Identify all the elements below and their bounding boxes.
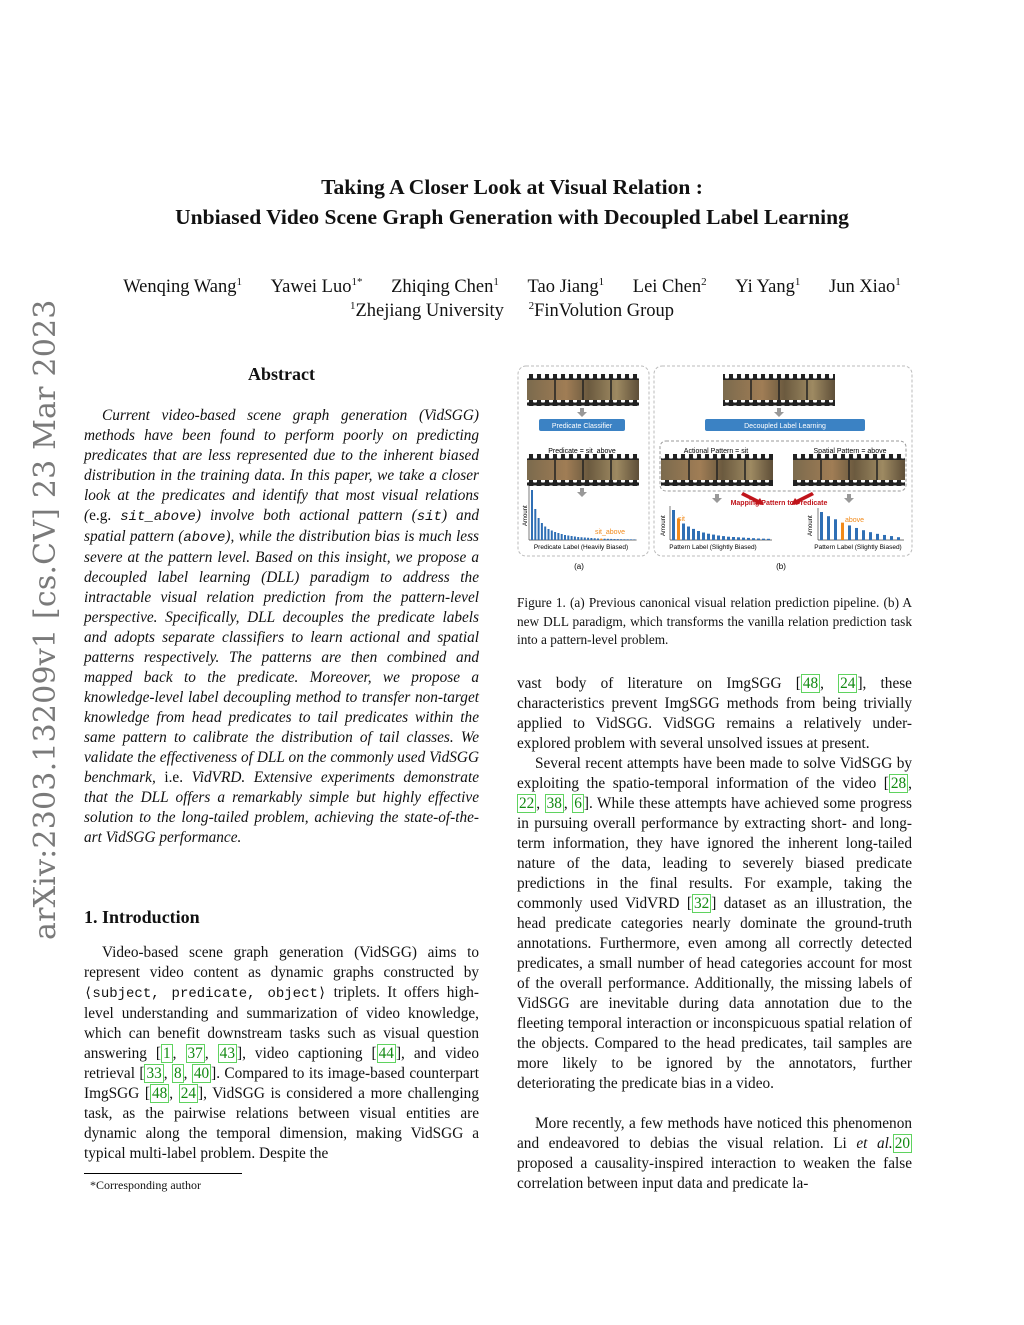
citation-link[interactable]: 33: [146, 1065, 162, 1082]
decoupled-label: Decoupled Label Learning: [744, 423, 826, 430]
bar: [587, 538, 589, 540]
bar: [767, 539, 770, 540]
sit-label: sit: [678, 516, 685, 523]
code-sit: sit: [416, 509, 442, 525]
bar: [848, 525, 851, 540]
bar: [557, 533, 559, 540]
down-arrow: [774, 408, 784, 417]
video-frame-strip: [661, 454, 773, 486]
bar: [742, 538, 745, 540]
bar: [737, 537, 740, 540]
bar: [617, 539, 619, 540]
abstract-heading: Abstract: [248, 364, 315, 384]
bar: [752, 538, 755, 540]
bar: [687, 527, 690, 541]
bar: [571, 536, 573, 540]
bar: [627, 539, 629, 540]
footnote: *Corresponding author: [90, 1178, 201, 1192]
above-label: above: [845, 517, 865, 524]
predicate-classifier-box: [539, 419, 625, 431]
author: Lei Chen$^2$: [632, 276, 707, 298]
video-frame-strip: [793, 454, 905, 486]
bar: [883, 535, 886, 540]
title-line-1: Taking A Closer Look at Visual Relation :: [321, 175, 703, 199]
citation-link[interactable]: 22: [519, 795, 535, 812]
citation-link[interactable]: 40: [193, 1065, 210, 1082]
citation-link[interactable]: 6: [574, 795, 582, 812]
bar: [820, 512, 823, 540]
arxiv-id: arXiv:2303.13209v1 [cs.CV] 23 Mar 2023: [28, 299, 63, 940]
bar: [534, 509, 536, 540]
code-sit-above: sit_above: [120, 509, 196, 525]
bar: [827, 516, 830, 540]
bar: [855, 528, 858, 540]
bar: [541, 523, 543, 540]
mapping-label: Mapping Pattern to Predicate: [730, 500, 828, 507]
bar: [538, 518, 540, 540]
video-frame-strip: [527, 454, 639, 486]
bar: [604, 539, 606, 540]
bar: [697, 531, 700, 540]
bar: [600, 539, 602, 540]
video-frame-strip: [723, 374, 835, 406]
y-axis-label-b1: Amount: [661, 515, 667, 536]
bar: [722, 536, 725, 540]
author: Yi Yang$^1$: [735, 276, 801, 298]
figure-1-diagram: [515, 364, 915, 579]
citation-link[interactable]: 44: [378, 1045, 394, 1062]
bar: [747, 538, 750, 540]
bar: [623, 539, 625, 540]
bar: [702, 533, 705, 541]
citation-link[interactable]: 32: [693, 895, 710, 912]
citation-link[interactable]: 28: [890, 775, 907, 792]
citation-link[interactable]: 48: [802, 675, 819, 692]
bar: [610, 539, 612, 540]
citation-link[interactable]: 1: [163, 1045, 171, 1062]
footnote-rule: [84, 1173, 242, 1174]
author: Tao Jiang$^1$: [527, 276, 605, 298]
bar: [712, 535, 715, 540]
bar: [897, 537, 900, 540]
arxiv-stamp: [28, 299, 68, 940]
y-axis-label-a: Amount: [523, 505, 529, 526]
author: Wenqing Wang$^1$: [123, 276, 242, 298]
citation-link[interactable]: 37: [187, 1045, 203, 1062]
predicate-classifier-label: Predicate Classifier: [551, 423, 613, 430]
bar: [544, 527, 546, 541]
bar: [890, 536, 893, 540]
bar: [554, 532, 556, 540]
bar: [620, 539, 622, 540]
title-line-2: Unbiased Video Scene Graph Generation with Decoupled Label Learning: [175, 205, 849, 229]
citation-link[interactable]: 20: [894, 1135, 910, 1152]
citation-link[interactable]: 24: [840, 675, 856, 692]
bar: [732, 537, 735, 540]
bar: [633, 539, 635, 540]
spatial-pattern-label: Spatial Pattern = above: [813, 448, 887, 455]
bar: [564, 535, 566, 540]
paragraph: More recently, a few methods have noticed this phenomenon and endeavored to debias the visual relation. Li et al. 20 proposed a causality-inspired interaction to weaken the false correlation between input data and predicate la-: [517, 1115, 912, 1192]
bar: [757, 539, 760, 541]
video-frame-strip: [527, 374, 639, 406]
x-axis-label-a: Predicate Label (Heavily Biased): [533, 544, 629, 551]
bar: [862, 530, 865, 540]
abstract-body: Current video-based scene graph generation (VidSGG) methods have been found to perform poorly on predicting predicates that are less represented due to the inherent biased distribution in the training data. In this paper, we take a closer look at the predicates and identify that most visual relations (e.g. sit_above) involve both actional pattern (sit) and spatial pattern (above), while the distribution bias is much less severe at the pattern level. Based on this insight, we propose a decoupled label learning (DLL) paradigm to address the intractable visual relation prediction from the pattern-level perspective. Specifically, DLL decouples the predicate labels and adopts separate classifiers to learn actional and spatial patterns respectively. The patterns are then combined and mapped back to the predicate. Moreover, we propose a knowledge-level label decoupling method to transfer non-target knowledge from head predicates to tail predicates within the same pattern to calibrate the distribution of tail classes. We validate the effectiveness of DLL on the commonly used VidSGG benchmark, i.e. VidVRD. Extensive experiments demonstrate that the DLL offers a remarkably simple but highly effective solution to the long-tailed problem, achieving the state-of-the-art VidSGG performance.: [84, 407, 479, 846]
bar: [707, 534, 710, 540]
citation-link[interactable]: 24: [180, 1085, 196, 1102]
author: Zhiqing Chen$^1$: [391, 276, 499, 298]
sit-above-label: sit_above: [595, 529, 625, 536]
bar: [577, 537, 579, 540]
bar: [834, 519, 837, 540]
bar: [876, 534, 879, 540]
bar-chart-b2: [818, 508, 904, 540]
affiliation: $^2$FinVolution Group: [528, 300, 675, 322]
paper-title: [0, 172, 1024, 232]
predicate-eq-label: Predicate = sit_above: [548, 448, 616, 455]
y-axis-label-b2: Amount: [808, 515, 814, 536]
section-heading: 1. Introduction: [84, 907, 200, 927]
bar: [567, 536, 569, 541]
bar: [672, 510, 675, 540]
down-arrow: [577, 408, 587, 417]
bar: [762, 539, 765, 540]
x-axis-label-b1: Pattern Label (Slightly Biased): [669, 544, 757, 551]
paragraph: vast body of literature on ImgSGG [ 48 , 24 ], these characteristics prevent ImgSGG methods from being trivially applied to VidSGG. VidSGG remains a relatively under-explored problem with several unsolved issues at present.: [517, 675, 912, 752]
bar: [692, 529, 695, 540]
citation-link[interactable]: 43: [219, 1045, 235, 1062]
down-arrow: [577, 488, 587, 497]
bar: [551, 531, 553, 541]
bar: [584, 538, 586, 541]
bar: [531, 490, 533, 540]
bar: [581, 537, 583, 540]
bar: [574, 537, 576, 541]
bar-chart-b1: [670, 506, 772, 540]
bar: [590, 538, 592, 540]
bar: [597, 539, 599, 541]
bar: [630, 539, 632, 540]
bar: [594, 538, 596, 540]
bar: [607, 539, 609, 540]
down-arrow: [844, 494, 854, 503]
affiliation: $^1$Zhejiang University: [349, 300, 504, 322]
figure-caption: Figure 1. (a) Previous canonical visual relation prediction pipeline. (b) A new DLL paradigm, which transforms the vanilla relation prediction task into a pattern-level problem.: [517, 595, 912, 647]
citation-link[interactable]: 38: [546, 795, 562, 812]
citation-link[interactable]: 8: [173, 1065, 182, 1082]
bar: [717, 536, 720, 541]
bar: [614, 539, 616, 540]
code-above: above: [183, 530, 226, 546]
down-arrow: [712, 494, 722, 503]
x-axis-label-b2: Pattern Label (Slightly Biased): [814, 544, 902, 551]
intro-paragraph: Video-based scene graph generation (VidSGG) aims to represent video content as dynamic graphs constructed by ⟨subject, predicate, object⟩ triplets. It offers high-level understanding and summarization of video knowledge, which can benefit downstream tasks such as visual question answering [ 1 , 37 , 43 ], video captioning [ 44 ], and video retrieval [ 33 , 8 , 40 ]. Compared to its image-based counterpart ImgSGG [ 48 , 24 ], VidSGG is considered a more challenging task, as the pairwise relations between visual entities are dynamic along the temporal dimension, making VidSGG a typical multi-label problem. Despite the: [84, 944, 480, 1162]
bar: [561, 534, 563, 540]
bar: [727, 537, 730, 540]
figure-1: [515, 364, 915, 579]
panel-a-label: (a): [574, 562, 584, 571]
author: Yawei Luo$^{1*}$: [270, 276, 363, 298]
affiliations: [0, 294, 1024, 323]
decoupled-label-learning-box: [705, 419, 865, 431]
paragraph: Several recent attempts have been made to solve VidSGG by exploiting the spatio-temporal information of the video [ 28 , 22 , 38 , 6 ]. While these attempts have achieved some progress in pursuing overall performance by extracting short- and long-term information, they have ignored the inherent long-tailed nature of the data, leading to severely biased predicate predictions in the final results. For example, taking the commonly used VidVRD [ 32 ] dataset as an illustration, the head predicate categories nearly dominate the ground-truth annotations. Furthermore, even among all correctly detected predicates, a small number of head categories account for most of the overall performance. Additionally, the missing labels of VidSGG are inevitable during data annotation due to the fleeting temporal interaction or inconspicuous spatial relation of the objects. Compared to the head predicates, tail samples are more likely to be ignored by the annotators, further deteriorating the predicate bias in a video.: [517, 755, 912, 1092]
bar: [682, 524, 685, 541]
panel-b-label: (b): [776, 562, 786, 571]
author: Jun Xiao$^1$: [829, 276, 901, 298]
actional-pattern-label: Actional Pattern = sit: [683, 448, 749, 455]
bar: [548, 529, 550, 540]
citation-link[interactable]: 48: [151, 1085, 168, 1102]
bar: [841, 523, 844, 540]
bar: [869, 532, 872, 540]
